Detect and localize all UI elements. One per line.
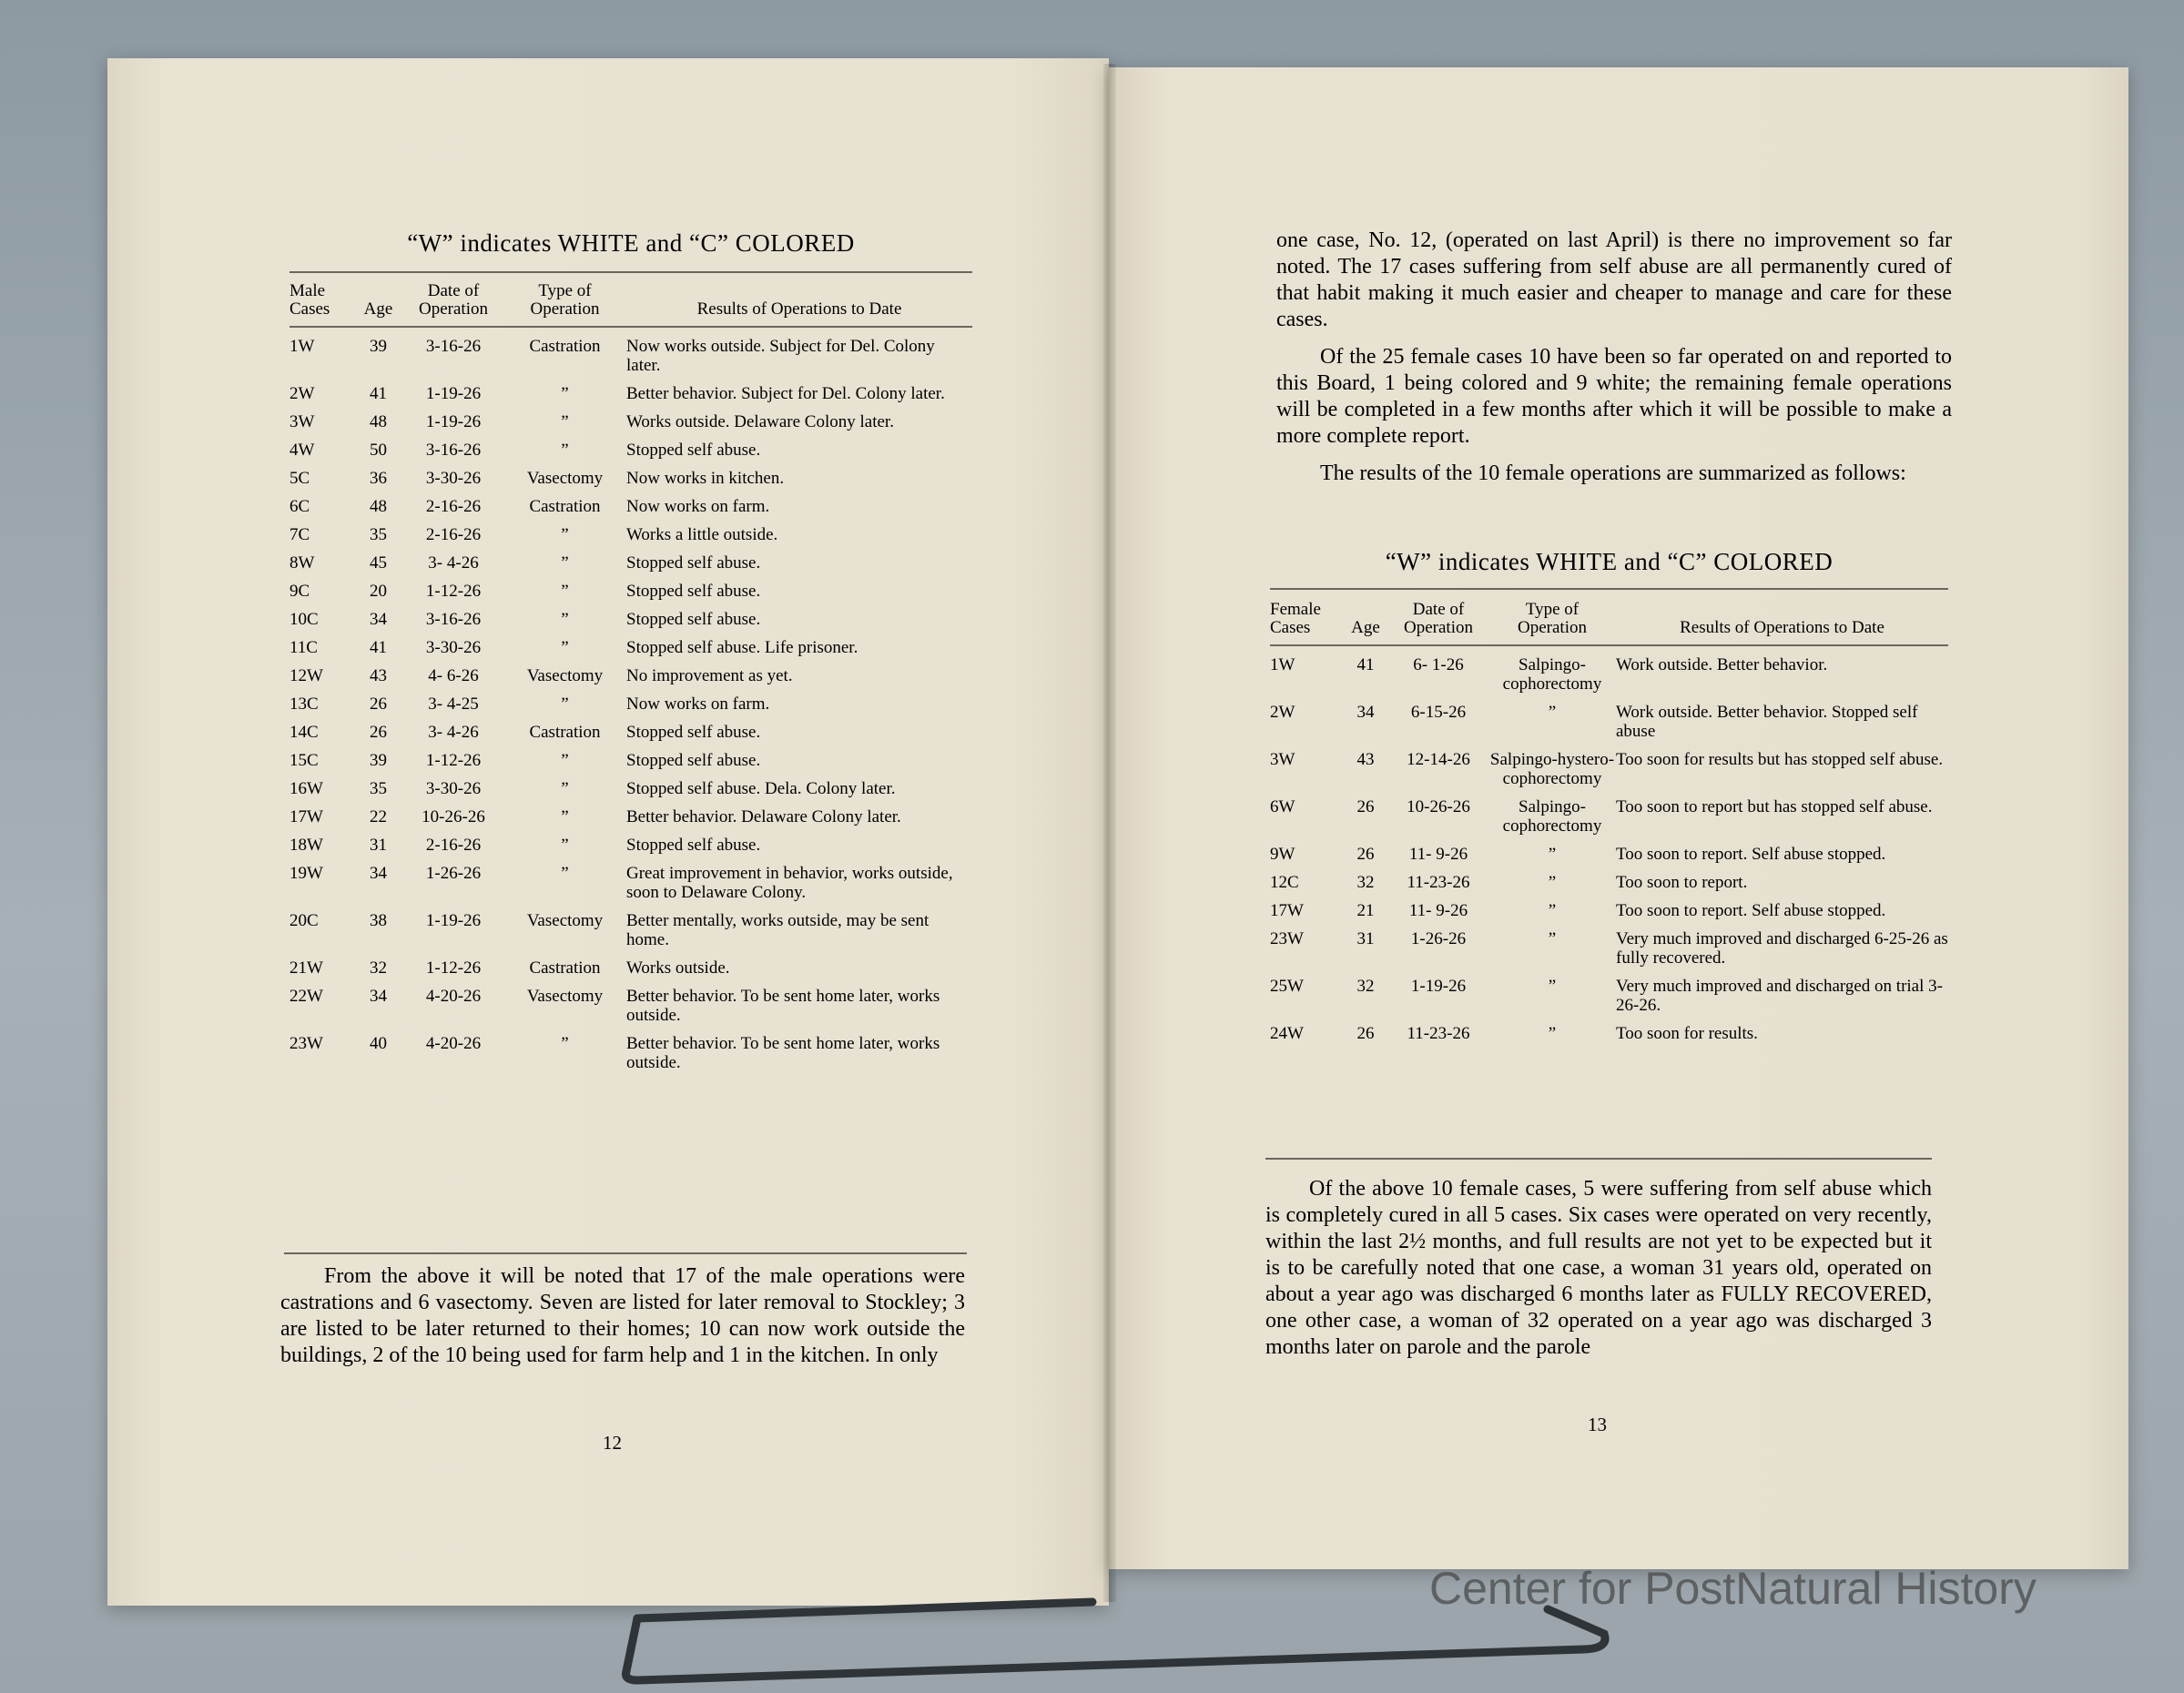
- type-cell: Vasectomy: [526, 666, 604, 685]
- case-cell: 22W: [290, 987, 323, 1006]
- age-cell: 31: [370, 836, 387, 855]
- type-cell: ”: [561, 779, 569, 798]
- header-result: Results of Operations to Date: [626, 282, 972, 337]
- result-cell: Works outside.: [626, 958, 730, 978]
- result-cell: Very much improved and discharged 6-25-26 as fully recovered.: [1616, 929, 1948, 968]
- right-top-paragraphs: [1276, 228, 1952, 487]
- table-row: [290, 610, 972, 638]
- type-cell: Vasectomy: [526, 469, 604, 488]
- age-cell: 20: [370, 582, 387, 601]
- result-cell: Stopped self abuse. Dela. Colony later.: [626, 779, 896, 798]
- left-table-bottom-rule: [284, 1252, 967, 1254]
- date-cell: 3-16-26: [425, 441, 482, 460]
- table-row: [290, 779, 972, 807]
- age-cell: 31: [1356, 929, 1375, 948]
- table-row: [290, 638, 972, 666]
- table-row: [1270, 873, 1948, 901]
- age-cell: 36: [370, 469, 387, 488]
- age-cell: 41: [1356, 655, 1375, 674]
- type-cell: ”: [1548, 845, 1557, 864]
- result-cell: Better behavior. To be sent home later, works outside.: [626, 1034, 940, 1072]
- table-row: [1270, 703, 1948, 750]
- case-cell: 2W: [1270, 703, 1295, 722]
- case-cell: 20C: [290, 911, 319, 930]
- header-date: Date of Operation: [403, 282, 503, 337]
- table-row: [290, 987, 972, 1034]
- date-cell: 3-30-26: [425, 638, 482, 657]
- type-cell: ”: [561, 694, 569, 714]
- table-row: [290, 807, 972, 836]
- age-cell: 34: [370, 610, 387, 629]
- table-row: [290, 911, 972, 958]
- case-cell: 7C: [290, 525, 310, 544]
- result-cell: Too soon for results but has stopped self abuse.: [1616, 750, 1944, 769]
- age-cell: 41: [370, 384, 387, 403]
- date-cell: 2-16-26: [425, 836, 482, 855]
- header-date: Date of Operation: [1388, 601, 1488, 655]
- case-cell: 1W: [1270, 655, 1295, 674]
- header-type: Type of Operation: [1488, 601, 1616, 655]
- age-cell: 41: [370, 638, 387, 657]
- case-cell: 1W: [290, 337, 315, 356]
- type-cell: ”: [561, 553, 569, 573]
- result-cell: Now works on farm.: [626, 497, 770, 516]
- result-cell: Great improvement in behavior, works outside, soon to Delaware Colony.: [626, 864, 953, 902]
- result-cell: Stopped self abuse.: [626, 723, 761, 742]
- age-cell: 43: [370, 666, 387, 685]
- header-cases: Male Cases: [290, 282, 353, 337]
- age-cell: 50: [370, 441, 387, 460]
- date-cell: 2-16-26: [425, 525, 482, 544]
- result-cell: Better behavior. To be sent home later, works outside.: [626, 987, 940, 1025]
- right-bottom-paragraph: [1265, 1176, 1932, 1361]
- header-type: Type of Operation: [503, 282, 626, 337]
- table-row: [1270, 1024, 1948, 1052]
- header-age: Age: [1343, 601, 1388, 655]
- right-heading-rule: [1270, 588, 1948, 590]
- table-row: [1270, 655, 1948, 703]
- type-cell: ”: [561, 582, 569, 601]
- date-cell: 3-30-26: [425, 469, 482, 488]
- right-table-bottom-rule: [1265, 1158, 1932, 1160]
- type-cell: ”: [1548, 873, 1557, 892]
- result-cell: Stopped self abuse.: [626, 836, 761, 855]
- case-cell: 5C: [290, 469, 310, 488]
- date-cell: 3- 4-25: [428, 694, 479, 714]
- age-cell: 48: [370, 412, 387, 431]
- age-cell: 35: [370, 525, 387, 544]
- result-cell: Now works on farm.: [626, 694, 770, 714]
- date-cell: 3-30-26: [425, 779, 482, 798]
- case-cell: 25W: [1270, 977, 1304, 996]
- table-row: [290, 958, 972, 987]
- age-cell: 26: [1356, 797, 1375, 816]
- result-cell: Works outside. Delaware Colony later.: [626, 412, 894, 431]
- case-cell: 23W: [1270, 929, 1304, 948]
- age-cell: 26: [370, 723, 387, 742]
- type-cell: ”: [561, 1034, 569, 1053]
- type-cell: Vasectomy: [526, 987, 604, 1006]
- case-cell: 13C: [290, 694, 319, 714]
- table-row: [290, 836, 972, 864]
- date-cell: 3- 4-26: [428, 723, 479, 742]
- age-cell: 32: [370, 958, 387, 978]
- table-row: [290, 497, 972, 525]
- table-row: [290, 553, 972, 582]
- right-table-heading: “W” indicates WHITE and “C” COLORED: [1385, 548, 1834, 575]
- date-cell: 1-19-26: [425, 412, 482, 431]
- type-cell: Castration: [529, 958, 601, 978]
- type-cell: ”: [561, 638, 569, 657]
- result-cell: Stopped self abuse.: [626, 553, 761, 573]
- date-cell: 2-16-26: [425, 497, 482, 516]
- header-result: Results of Operations to Date: [1616, 601, 1948, 655]
- date-cell: 11- 9-26: [1408, 901, 1468, 920]
- age-cell: 38: [370, 911, 387, 930]
- case-cell: 3W: [1270, 750, 1295, 769]
- result-cell: Works a little outside.: [626, 525, 778, 544]
- table-row: [1270, 797, 1948, 845]
- type-cell: ”: [1548, 1024, 1557, 1043]
- type-cell: ”: [561, 441, 569, 460]
- type-cell: Salpingo-cophorectomy: [1502, 655, 1602, 694]
- date-cell: 1-19-26: [425, 384, 482, 403]
- case-cell: 6C: [290, 497, 310, 516]
- case-cell: 19W: [290, 864, 323, 883]
- table-row: [290, 412, 972, 441]
- case-cell: 17W: [290, 807, 323, 826]
- case-cell: 14C: [290, 723, 319, 742]
- type-cell: ”: [1548, 901, 1557, 920]
- female-cases-table: [1270, 601, 1948, 1052]
- case-cell: 23W: [290, 1034, 323, 1053]
- table-row: [290, 441, 972, 469]
- date-cell: 10-26-26: [1407, 797, 1470, 816]
- date-cell: 1-12-26: [425, 582, 482, 601]
- case-cell: 11C: [290, 638, 318, 657]
- right-paragraph-1: one case, No. 12, (operated on last April) is there no improvement so far noted. The 17 cases suffering from self abuse are all permanently cured of that habit making it much easier and cheaper to manage and care for these cases.: [1276, 228, 1952, 331]
- date-cell: 3-16-26: [425, 610, 482, 629]
- result-cell: Stopped self abuse.: [626, 441, 761, 460]
- case-cell: 6W: [1270, 797, 1295, 816]
- case-cell: 15C: [290, 751, 319, 770]
- date-cell: 1-12-26: [425, 958, 482, 978]
- watermark: Center for PostNatural History: [1429, 1563, 2037, 1614]
- left-heading-rule: [290, 271, 972, 273]
- result-cell: Too soon to report but has stopped self abuse.: [1616, 797, 1933, 816]
- date-cell: 12-14-26: [1407, 750, 1470, 769]
- type-cell: ”: [561, 412, 569, 431]
- header-cases: Female Cases: [1270, 601, 1343, 655]
- case-cell: 17W: [1270, 901, 1304, 920]
- date-cell: 4- 6-26: [428, 666, 479, 685]
- right-paragraph-2: Of the 25 female cases 10 have been so far operated on and reported to this Board, 1 being colored and 9 white; the remaining female operations will be completed in a few months after which it will be possible to make a more complete report.: [1276, 345, 1952, 448]
- date-cell: 6- 1-26: [1413, 655, 1464, 674]
- result-cell: Better behavior. Subject for Del. Colony later.: [626, 384, 945, 403]
- case-cell: 12W: [290, 666, 323, 685]
- result-cell: Stopped self abuse.: [626, 610, 761, 629]
- type-cell: Vasectomy: [526, 911, 604, 930]
- table-row: [1270, 750, 1948, 797]
- result-cell: No improvement as yet.: [626, 666, 793, 685]
- case-cell: 4W: [290, 441, 315, 460]
- result-cell: Stopped self abuse.: [626, 751, 761, 770]
- type-cell: ”: [1548, 703, 1557, 722]
- date-cell: 4-20-26: [425, 1034, 482, 1053]
- result-cell: Work outside. Better behavior. Stopped self abuse: [1616, 703, 1918, 741]
- case-cell: 9C: [290, 582, 310, 601]
- age-cell: 34: [370, 987, 387, 1006]
- date-cell: 11-23-26: [1407, 1024, 1470, 1043]
- table-row: [1270, 929, 1948, 977]
- case-cell: 18W: [290, 836, 323, 855]
- type-cell: Salpingo-cophorectomy: [1502, 797, 1602, 836]
- female-table-header: [1270, 601, 1948, 655]
- table-row: [290, 582, 972, 610]
- age-cell: 34: [1356, 703, 1375, 722]
- case-cell: 10C: [290, 610, 319, 629]
- table-row: [1270, 901, 1948, 929]
- type-cell: ”: [561, 807, 569, 826]
- result-cell: Too soon to report.: [1616, 873, 1748, 892]
- age-cell: 35: [370, 779, 387, 798]
- male-cases-table: [290, 282, 972, 1081]
- result-cell: Work outside. Better behavior.: [1616, 655, 1828, 674]
- age-cell: 39: [370, 751, 387, 770]
- type-cell: ”: [561, 384, 569, 403]
- case-cell: 12C: [1270, 873, 1299, 892]
- type-cell: Castration: [529, 723, 601, 742]
- age-cell: 43: [1356, 750, 1375, 769]
- table-row: [290, 1034, 972, 1081]
- case-cell: 2W: [290, 384, 315, 403]
- case-cell: 21W: [290, 958, 323, 978]
- header-age: Age: [353, 282, 403, 337]
- type-cell: ”: [561, 525, 569, 544]
- date-cell: 10-26-26: [422, 807, 485, 826]
- table-row: [290, 723, 972, 751]
- left-table-heading: “W” indicates WHITE and “C” COLORED: [407, 229, 855, 257]
- age-cell: 45: [370, 553, 387, 573]
- age-cell: 26: [1356, 1024, 1375, 1043]
- age-cell: 26: [370, 694, 387, 714]
- date-cell: 3- 4-26: [428, 553, 479, 573]
- case-cell: 8W: [290, 553, 315, 573]
- result-cell: Stopped self abuse. Life prisoner.: [626, 638, 858, 657]
- result-cell: Better mentally, works outside, may be sent home.: [626, 911, 929, 949]
- type-cell: ”: [561, 864, 569, 883]
- type-cell: ”: [1548, 977, 1557, 996]
- date-cell: 6-15-26: [1410, 703, 1467, 722]
- age-cell: 32: [1356, 977, 1375, 996]
- right-bottom-paragraph-text: Of the above 10 female cases, 5 were suffering from self abuse which is completely cured in all 5 cases. Six cases were operated on very recently, within the last 2½ months, and full results are not yet to be expected but it is to be carefully noted that one case, a woman 31 years old, operated on about a year ago was discharged 6 months later as FULLY RECOVERED, one other case, a woman of 32 operated on a year ago was discharged 3 months later on parole and the parole: [1265, 1177, 1932, 1359]
- date-cell: 3-16-26: [425, 337, 482, 356]
- case-cell: 9W: [1270, 845, 1295, 864]
- result-cell: Too soon to report. Self abuse stopped.: [1616, 845, 1886, 864]
- table-row: [290, 666, 972, 694]
- table-row: [1270, 845, 1948, 873]
- result-cell: Stopped self abuse.: [626, 582, 761, 601]
- result-cell: Now works outside. Subject for Del. Colony later.: [626, 337, 935, 375]
- type-cell: Salpingo-hystero-cophorectomy: [1489, 750, 1615, 788]
- type-cell: ”: [1548, 929, 1557, 948]
- type-cell: Castration: [529, 497, 601, 516]
- result-cell: Better behavior. Delaware Colony later.: [626, 807, 901, 826]
- result-cell: Too soon to report. Self abuse stopped.: [1616, 901, 1886, 920]
- left-paragraph: [280, 1263, 965, 1369]
- page-number-12: 12: [603, 1432, 622, 1454]
- case-cell: 16W: [290, 779, 323, 798]
- age-cell: 39: [370, 337, 387, 356]
- case-cell: 3W: [290, 412, 315, 431]
- table-row: [290, 337, 972, 384]
- date-cell: 1-26-26: [425, 864, 482, 883]
- case-cell: 24W: [1270, 1024, 1304, 1043]
- page-number-13: 13: [1588, 1414, 1607, 1435]
- result-cell: Very much improved and discharged on trial 3-26-26.: [1616, 977, 1943, 1015]
- book-gutter: [1103, 64, 1116, 1602]
- table-row: [290, 751, 972, 779]
- table-row: [1270, 977, 1948, 1024]
- result-cell: Now works in kitchen.: [626, 469, 785, 488]
- date-cell: 1-26-26: [1410, 929, 1467, 948]
- age-cell: 22: [370, 807, 387, 826]
- date-cell: 11-23-26: [1407, 873, 1470, 892]
- male-table-header: [290, 282, 972, 337]
- table-row: [290, 864, 972, 911]
- table-row: [290, 525, 972, 553]
- right-paragraph-3: The results of the 10 female operations are summarized as follows:: [1320, 461, 1906, 485]
- age-cell: 34: [370, 864, 387, 883]
- date-cell: 1-12-26: [425, 751, 482, 770]
- type-cell: ”: [561, 836, 569, 855]
- type-cell: ”: [561, 610, 569, 629]
- age-cell: 40: [370, 1034, 387, 1053]
- date-cell: 1-19-26: [1410, 977, 1467, 996]
- left-paragraph-text: From the above it will be noted that 17 of the male operations were castrations and 6 vasectomy. Seven are listed for later removal to Stockley; 3 are listed to be later returned to their homes; 10 can now work outside the buildings, 2 of the 10 being used for farm help and 1 in the kitchen. In only: [280, 1264, 965, 1367]
- type-cell: Castration: [529, 337, 601, 356]
- date-cell: 11- 9-26: [1408, 845, 1468, 864]
- age-cell: 32: [1356, 873, 1375, 892]
- table-row: [290, 694, 972, 723]
- age-cell: 48: [370, 497, 387, 516]
- type-cell: ”: [561, 751, 569, 770]
- result-cell: Too soon for results.: [1616, 1024, 1758, 1043]
- date-cell: 1-19-26: [425, 911, 482, 930]
- table-row: [290, 469, 972, 497]
- table-row: [290, 384, 972, 412]
- date-cell: 4-20-26: [425, 987, 482, 1006]
- age-cell: 26: [1356, 845, 1375, 864]
- age-cell: 21: [1356, 901, 1375, 920]
